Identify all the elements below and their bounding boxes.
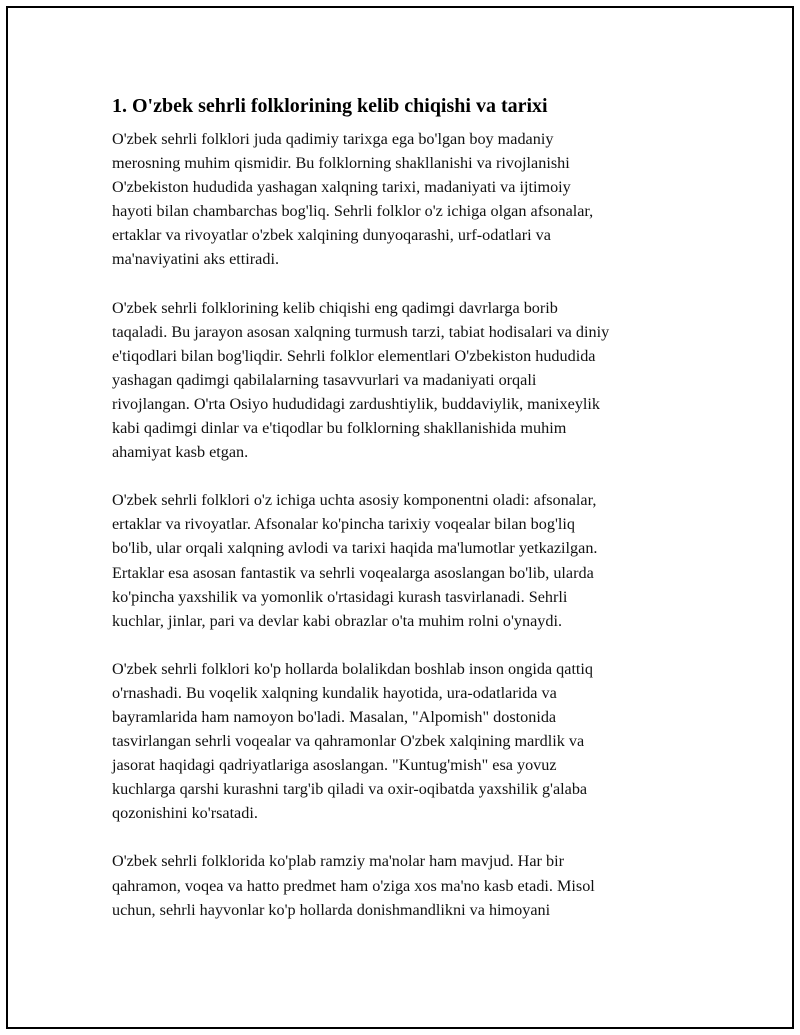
- text-line: ahamiyat kasb etgan.: [112, 443, 249, 462]
- text-line: O'zbek sehrli folklori o'z ichiga uchta asosiy komponentni oladi: afsonalar,: [112, 491, 597, 510]
- text-line: tasvirlangan sehrli voqealar va qahramonlar O'zbek xalqining mardlik va: [112, 732, 585, 751]
- text-line: kuchlar, jinlar, pari va devlar kabi obrazlar o'ta muhim rolni o'ynaydi.: [112, 611, 562, 630]
- text-line: bayramlarida ham namoyon bo'ladi. Masalan, "Alpomish" dostonida: [112, 707, 557, 726]
- paragraph-2: [112, 296, 672, 465]
- text-line: qozonishini ko'rsatadi.: [112, 804, 258, 823]
- text-line: O'zbek sehrli folklorida ko'plab ramziy ma'nolar ham mavjud. Har bir: [112, 852, 564, 871]
- text-line: O'zbek sehrli folklori juda qadimiy tarixga ega bo'lgan boy madaniy: [112, 130, 554, 148]
- text-line: O'zbek sehrli folklori ko'p hollarda bolalikdan boshlab inson ongida qattiq: [112, 659, 594, 678]
- text-line: ko'pincha yaxshilik va yomonlik o'rtasidagi kurash tasvirlanadi. Sehrli: [112, 587, 568, 606]
- text-line: hayoti bilan chambarchas bog'liq. Sehrli folklor o'z ichiga olgan afsonalar,: [112, 202, 594, 221]
- text-line: ertaklar va rivoyatlar. Afsonalar ko'pincha tarixiy voqealar bilan bog'liq: [112, 515, 575, 534]
- text-line: uchun, sehrli hayvonlar ko'p hollarda donishmandlikni va himoyani: [112, 900, 551, 919]
- text-line: O'zbek sehrli folklorining kelib chiqishi eng qadimgi davrlarga borib: [112, 298, 558, 317]
- text-line: bo'lib, ular orqali xalqning avlodi va tarixi haqida ma'lumotlar yetkazilgan.: [112, 539, 598, 558]
- text-line: ertaklar va rivoyatlar o'zbek xalqining dunyoqarashi, urf-odatlari va: [112, 226, 551, 245]
- text-line: rivojlangan. O'rta Osiyo hududidagi zardushtiylik, buddaviylik, manixeylik: [112, 394, 601, 413]
- text-line: o'rnashadi. Bu voqelik xalqning kundalik hayotida, ura-odatlarida va: [112, 683, 557, 702]
- text-line: merosning muhim qismidir. Bu folklorning shakllanishi va rivojlanishi: [112, 154, 570, 173]
- paragraph-4: [112, 657, 672, 826]
- text-line: ma'naviyatini aks ettiradi.: [112, 250, 279, 269]
- text-line: kabi qadimgi dinlar va e'tiqodlar bu folklorning shakllanishida muhim: [112, 419, 567, 438]
- text-line: Ertaklar esa asosan fantastik va sehrli voqealarga asoslangan bo'lib, ularda: [112, 563, 594, 582]
- text-line: yashagan qadimgi qabilalarning tasavvurlari va madaniyati orqali: [112, 370, 537, 389]
- text-line: taqaladi. Bu jarayon asosan xalqning turmush tarzi, tabiat hodisalari va diniy: [112, 322, 610, 341]
- text-line: kuchlarga qarshi kurashni targ'ib qiladi va oxir-oqibatda yaxshilik g'alaba: [112, 780, 588, 799]
- text-line: e'tiqodlari bilan bog'liqdir. Sehrli folklor elementlari O'zbekiston hududida: [112, 346, 596, 365]
- section-heading: 1. O'zbek sehrli folklorining kelib chiqishi va tarixi: [112, 95, 548, 117]
- paragraph-1: [112, 127, 672, 272]
- paragraph-3: [112, 488, 672, 633]
- text-line: jasorat haqidagi qadriyatlariga asoslangan. "Kuntug'mish" esa yovuz: [112, 756, 557, 775]
- text-line: O'zbekiston hududida yashagan xalqning tarixi, madaniyati va ijtimoiy: [112, 178, 571, 197]
- text-line: qahramon, voqea va hatto predmet ham o'ziga xos ma'no kasb etadi. Misol: [112, 876, 595, 895]
- paragraph-5: [112, 849, 672, 921]
- document-body: [112, 92, 672, 946]
